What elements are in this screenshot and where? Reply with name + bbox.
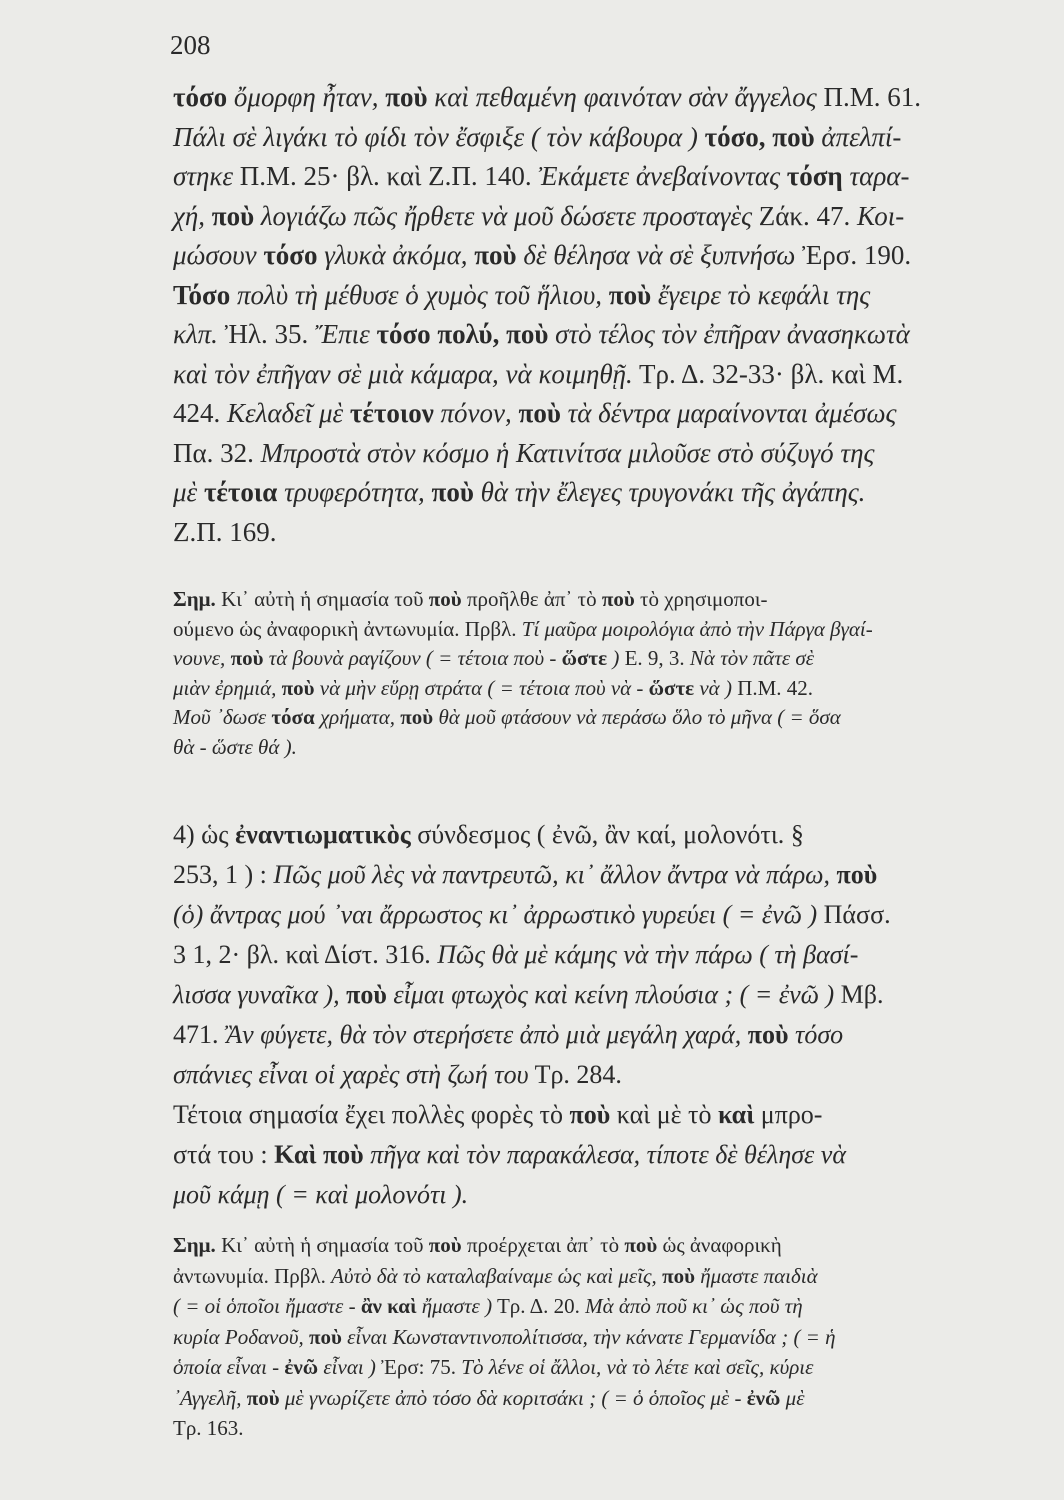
text-run: θὰ μοῦ φτάσουν νὰ περάσω ὅλο τὸ μῆνα ( = ὅσα xyxy=(433,705,841,729)
text-run: ποὺ xyxy=(346,980,387,1009)
para-line xyxy=(173,1100,822,1130)
note-line xyxy=(173,735,297,760)
text-run: § xyxy=(784,820,804,849)
text-run: χή, xyxy=(173,200,212,231)
text-run: εἶναι Κωνσταντινοπολίτισσα, τὴν κάνατε Γερμανίδα ; ( = ἡ xyxy=(341,1324,836,1349)
text-run: τόσο πολύ, ποὺ xyxy=(376,319,549,349)
text-run: τέτοια xyxy=(203,477,278,507)
text-run: ποὺ xyxy=(246,1385,280,1410)
text-run: προῆλθε ἀπ᾽ τὸ xyxy=(461,587,602,611)
text-run: Μὰ ἀπὸ ποῦ κι᾽ ὡς ποῦ τὴ xyxy=(585,1294,803,1318)
text-run: Ἔπιε xyxy=(314,319,377,349)
para-line xyxy=(173,1140,846,1170)
text-run: ποὺ xyxy=(608,279,652,310)
text-run: πολὺ τὴ μέθυσε ὁ χυμὸς τοῦ ἥλιου, xyxy=(230,279,609,310)
note-line xyxy=(173,1355,813,1380)
text-run: Πῶς θὰ μὲ κάμης νὰ τὴν πάρω ( τὴ βασί- xyxy=(437,940,859,969)
text-run: Σημ. xyxy=(173,1233,216,1257)
text-run: κλπ. xyxy=(173,319,218,349)
main-line xyxy=(173,359,903,390)
main-line xyxy=(173,201,904,232)
text-run: Τὸ λένε οἱ ἄλλοι, νὰ τὸ λέτε καὶ σεῖς, κύριε xyxy=(461,1355,814,1379)
text-run: Νὰ τὸν πᾶτε σὲ xyxy=(689,646,815,670)
text-run: ὥστε xyxy=(648,675,695,700)
text-run: χρήματα, xyxy=(314,705,401,729)
text-run: 253, 1 ) : xyxy=(173,860,274,889)
text-run: Πάλι σὲ λιγάκι τὸ φίδι τὸν ἔσφιξε ( τὸν κάβουρα ) xyxy=(173,121,705,152)
text-run: στηκε xyxy=(173,161,233,191)
text-run: Τέτοια σημασία ἔχει πολλὲς φορὲς τὸ xyxy=(173,1100,570,1129)
para-line xyxy=(173,820,804,850)
text-run: πῆγα καὶ τὸν παρακάλεσα, τίποτε δὲ θέλησε νὰ xyxy=(363,1140,846,1169)
main-line xyxy=(173,240,911,271)
text-run: 471. xyxy=(173,1020,225,1049)
text-run: Ἐρσ: 75. xyxy=(375,1355,462,1379)
text-run: Τρ. 163. xyxy=(173,1416,244,1440)
text-run: Ζάκ. 47. xyxy=(752,200,858,231)
text-run: μὲ xyxy=(780,1385,805,1410)
text-run: Πάσσ. xyxy=(817,900,891,929)
text-run: Τρ. Δ. 32-33· βλ. καὶ Μ. xyxy=(632,358,904,389)
text-run: τέτοιον xyxy=(349,398,434,428)
note-line xyxy=(173,1233,782,1258)
main-line xyxy=(173,398,897,429)
note-line xyxy=(173,617,873,642)
text-run: ἀντωνυμία. Πρβλ. xyxy=(173,1263,332,1288)
main-line xyxy=(173,122,901,153)
text-run: λογιάζω πῶς ἤρθετε νὰ μοῦ δώσετε προσταγὲς xyxy=(254,200,753,231)
text-run: σπάνιες εἶναι οἱ χαρὲς στὴ ζωή του xyxy=(173,1060,529,1089)
text-run: Κοι- xyxy=(857,200,905,231)
text-run: λισσα γυναῖκα ), xyxy=(173,980,347,1009)
text-run: νὰ ) xyxy=(694,675,732,700)
text-run: ποὺ xyxy=(211,200,255,231)
main-line xyxy=(173,280,870,311)
text-run: τόσα xyxy=(271,705,315,729)
text-run: ποὺ xyxy=(230,646,264,670)
text-run: Ζ.Π. 169. xyxy=(173,516,277,547)
text-run: προέρχεται ἀπ᾽ τὸ xyxy=(461,1233,625,1257)
text-run: Τρ. 284. xyxy=(528,1060,622,1089)
text-run: Πα. 32. xyxy=(173,437,261,468)
main-line xyxy=(173,82,921,113)
text-run: καὶ πεθαμένη φαινόταν σὰν ἄγγελος xyxy=(427,82,817,112)
main-line xyxy=(173,517,277,548)
text-run: δὲ θέλησα νὰ σὲ ξυπνήσω xyxy=(516,240,796,270)
para-line xyxy=(173,860,877,890)
text-run: πόνον, xyxy=(433,398,519,428)
text-run: ποὺ xyxy=(747,1020,789,1049)
text-run: ποὺ xyxy=(428,587,462,611)
text-run: μὲ γνωρίζετε ἀπὸ τόσο δὰ κοριτσάκι ; ( = ὁ ὁποῖος μὲ - xyxy=(279,1385,747,1410)
text-run: θὰ - ὥστε θά ). xyxy=(173,734,297,759)
text-run: Κι᾽ αὐτὴ ἡ σημασία τοῦ xyxy=(215,1233,429,1257)
text-run: Π.Μ. 25· βλ. καὶ Ζ.Π. 140. xyxy=(232,161,539,191)
text-run: τρυφερότητα, xyxy=(277,477,432,507)
text-run: Τόσο xyxy=(173,279,231,310)
text-run: Ἠλ. 35. xyxy=(217,319,315,349)
text-run: ποὺ xyxy=(601,587,635,611)
text-run: Κελαδεῖ μὲ xyxy=(227,398,350,428)
text-run: ὡς ἀναφορικὴ xyxy=(657,1233,782,1257)
text-run: εἶναι ) xyxy=(318,1355,376,1379)
text-run: νουνε, xyxy=(173,646,231,670)
text-run: τόσο, ποὺ xyxy=(704,121,815,152)
text-run: Καὶ ποὺ xyxy=(274,1140,364,1169)
text-run: ποὺ xyxy=(385,82,428,112)
text-run: καὶ τὸν ἐπῆγαν σὲ μιὰ κάμαρα, νὰ κοιμηθῇ. xyxy=(173,358,633,389)
text-run: μώσουν xyxy=(173,240,264,270)
text-run: τόσο xyxy=(173,82,228,112)
text-run: τὸ χρησιμοποι- xyxy=(634,587,768,611)
text-run: ὥστε xyxy=(561,646,608,670)
note-line xyxy=(173,587,767,612)
text-run: τόσο xyxy=(263,240,318,270)
text-run: κυρία Ροδανοῦ, xyxy=(173,1324,309,1349)
text-run: μιὰν ἐρημιά, xyxy=(173,675,282,700)
text-run: Ἐρσ. 190. xyxy=(795,240,912,270)
text-run: Μπροστὰ στὸν κόσμο ἡ Κατινίτσα μιλοῦσε στὸ σύζυγό της xyxy=(260,437,875,468)
text-run: ) xyxy=(607,646,620,670)
text-run: Τί μαῦρα μοιρολόγια ἀπὸ τὴν Πάργα βγαί- xyxy=(521,616,873,641)
page-number: 208 xyxy=(170,30,211,60)
text-run: ἐναντιωματικὸς xyxy=(235,820,411,849)
text-run: (ὁ) ἄντρας μού ᾽ναι ἄρρωστος κι᾽ ἀρρωστικὸ γυρεύει ( = ἐνῶ ) xyxy=(173,900,818,929)
text-run: Ἐκάμετε ἀνεβαίνοντας xyxy=(538,161,787,191)
text-run: ποὺ xyxy=(400,705,434,729)
note-line xyxy=(173,1264,818,1289)
text-run: Αὐτὸ δὰ τὸ καταλαβαίναμε ὡς καὶ μεῖς, xyxy=(331,1263,663,1288)
text-run: Τρ. Δ. 20. xyxy=(492,1294,586,1318)
text-run: 4) ὡς xyxy=(173,820,236,849)
text-run: Μοῦ ᾽δωσε xyxy=(173,705,272,729)
text-run: ὁποία εἶναι - xyxy=(173,1355,285,1379)
para-line xyxy=(173,1060,622,1090)
text-run: εἶμαι φτωχὸς καὶ κείνη πλούσια ; ( = ἐνῶ ) xyxy=(386,980,835,1009)
text-run: καὶ xyxy=(718,1100,755,1129)
text-run: ἐνῶ xyxy=(284,1355,319,1379)
text-run: ἂν καὶ xyxy=(360,1294,417,1318)
text-run: τὰ δέντρα μαραίνονται ἀμέσως xyxy=(560,398,897,428)
note-line xyxy=(173,1386,805,1411)
text-run: γλυκὰ ἀκόμα, xyxy=(317,240,475,270)
text-run: ὄμορφη ἦταν, xyxy=(227,82,386,112)
text-run: ταρα- xyxy=(842,161,910,191)
text-run: τόσο xyxy=(788,1020,844,1049)
text-run: ποὺ xyxy=(569,1100,611,1129)
text-run: ποὺ xyxy=(308,1324,342,1349)
text-run: τόση xyxy=(786,161,843,191)
text-run: Π.Μ. 61. xyxy=(816,82,921,112)
text-run: ποὺ xyxy=(662,1263,695,1288)
text-run: ποὺ xyxy=(474,240,517,270)
text-run: στά του : xyxy=(173,1140,275,1169)
note-line xyxy=(173,646,814,671)
text-run: 424. xyxy=(173,398,227,428)
text-run: μπρο- xyxy=(754,1100,823,1129)
note-line xyxy=(173,1416,244,1441)
para-line xyxy=(173,1020,843,1050)
note-line xyxy=(173,1294,803,1319)
note-line xyxy=(173,676,813,701)
note-line xyxy=(173,705,841,730)
para-line xyxy=(173,980,883,1010)
text-run: ἀπελπί- xyxy=(814,121,902,152)
text-run: ποὺ xyxy=(281,675,315,700)
text-run: θὰ τὴν ἔλεγες τρυγονάκι τῆς ἀγάπης. xyxy=(473,477,866,507)
text-run: ἤμαστε παιδιὰ xyxy=(694,1263,818,1288)
text-run: ποὺ xyxy=(624,1233,658,1257)
para-line xyxy=(173,1180,468,1210)
text-run: Σημ. xyxy=(173,587,216,611)
note-line xyxy=(173,1325,836,1350)
text-run: 3 1, 2· βλ. καὶ Δίστ. 316. xyxy=(173,940,438,969)
text-run: τὰ βουνὰ ραγίζουν ( = τέτοια ποὺ - xyxy=(263,646,562,670)
main-line xyxy=(173,438,874,469)
main-line xyxy=(173,161,909,192)
text-run: ποὺ xyxy=(428,1233,462,1257)
text-run: ᾽Αγγελῆ, xyxy=(173,1385,247,1410)
text-run: ἐνῶ xyxy=(746,1385,781,1410)
text-run: Π.Μ. 42. xyxy=(731,675,814,700)
main-line xyxy=(173,319,910,350)
text-run: σύνδεσμος ( ἐνῶ, ἂν καί, μολονότι. xyxy=(410,820,785,849)
text-run: μοῦ κάμῃ ( = καὶ μολονότι ). xyxy=(173,1180,469,1209)
text-run: ( = οἱ ὁποῖοι ἤμαστε - xyxy=(173,1294,361,1318)
text-run: νὰ μὴν εὕρῃ στράτα ( = τέτοια ποὺ νὰ - xyxy=(314,675,649,700)
text-run: Κι᾽ αὐτὴ ἡ σημασία τοῦ xyxy=(215,587,429,611)
text-run: στὸ τέλος τὸν ἐπῆραν ἀνασηκωτὰ xyxy=(548,319,910,349)
text-run: Μβ. xyxy=(834,980,884,1009)
text-run: Ε. 9, 3. xyxy=(619,646,690,670)
para-line xyxy=(173,900,891,930)
text-run: ποὺ xyxy=(836,860,878,889)
text-run: ούμενο ὡς ἀναφορικὴ ἀντωνυμία. Πρβλ. xyxy=(173,616,522,641)
text-run: Ἂν φύγετε, θὰ τὸν στερήσετε ἀπὸ μιὰ μεγάλη χαρά, xyxy=(225,1020,748,1049)
text-run: καὶ μὲ τὸ xyxy=(610,1100,718,1129)
text-run: ποὺ xyxy=(431,477,474,507)
para-line xyxy=(173,940,858,970)
text-run: ἤμαστε ) xyxy=(416,1294,493,1318)
text-run: Πῶς μοῦ λὲς νὰ παντρευτῶ, κι᾽ ἄλλον ἄντρα νὰ πάρω, xyxy=(273,860,837,889)
main-line xyxy=(173,477,865,508)
text-run: ποὺ xyxy=(518,398,561,428)
text-run: ἔγειρε τὸ κεφάλι της xyxy=(651,279,871,310)
text-run: μὲ xyxy=(173,477,204,507)
